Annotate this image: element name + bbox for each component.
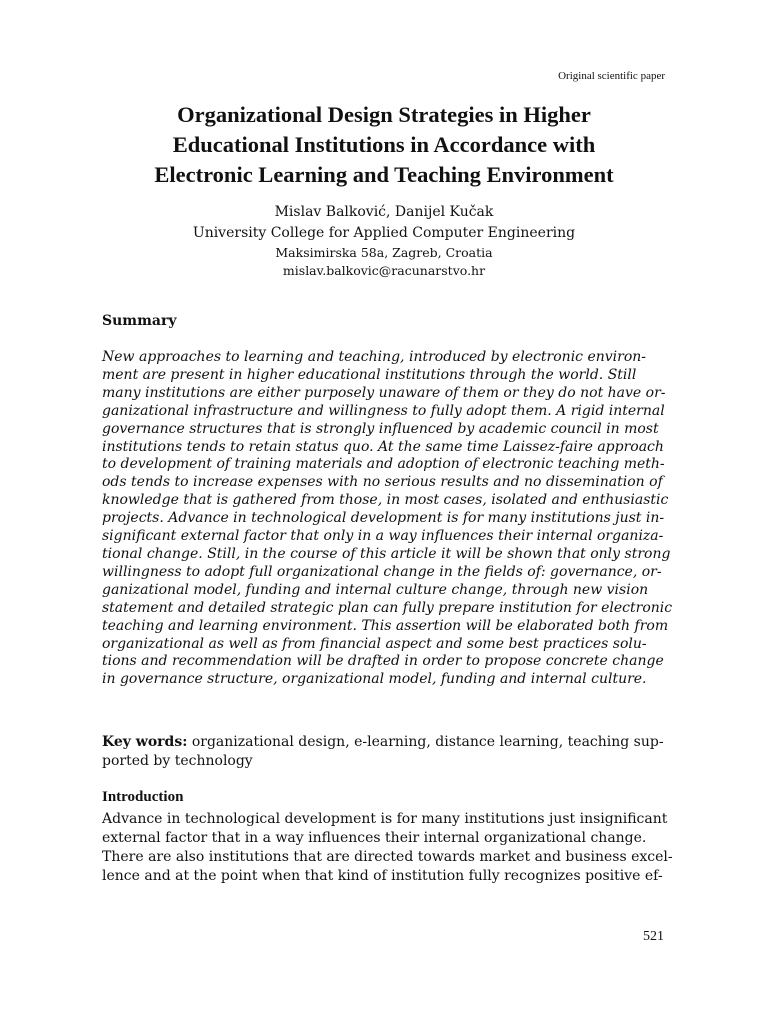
abstract-line: tions and recommendation will be drafted in order to propose concrete change	[102, 653, 664, 670]
keywords-values: organizational design, e-learning, distance learning, teaching sup-	[187, 734, 664, 750]
abstract-line: ods tends to increase expenses with no serious results and no dissemination of	[102, 474, 663, 491]
title-line: Educational Institutions in Accordance with	[172, 132, 596, 157]
abstract-line: ganizational infrastructure and willingness to fully adopt them. A rigid internal	[102, 402, 665, 419]
intro-line: lence and at the point when that kind of institution fully recognizes positive ef-	[102, 868, 663, 884]
abstract-line: tional change. Still, in the course of this article it will be shown that only strong	[102, 545, 671, 562]
abstract-line: in governance structure, organizational model, funding and internal culture.	[102, 671, 647, 688]
abstract-line: teaching and learning environment. This assertion will be elaborated both from	[102, 617, 669, 634]
intro-line: There are also institutions that are directed towards market and business excel-	[102, 849, 673, 865]
abstract-line: willingness to adopt full organizational change in the fields of: governance, or-	[102, 563, 662, 580]
title-line: Electronic Learning and Teaching Environment	[154, 162, 614, 187]
paper-title	[100, 100, 668, 190]
introduction-heading: Introduction	[102, 789, 184, 805]
abstract-line: statement and detailed strategic plan can fully prepare institution for electronic	[102, 599, 673, 616]
keywords-label: Key words:	[102, 734, 188, 750]
abstract-line: governance structures that is strongly influenced by academic council in most	[102, 420, 659, 437]
author-email: mislav.balkovic@racunarstvo.hr	[282, 263, 486, 278]
author-names: Mislav Balković, Danijel Kučak	[274, 204, 494, 220]
abstract-line: knowledge that is gathered from those, in most cases, isolated and enthusiastic	[102, 492, 669, 509]
paper-type-label: Original scientific paper	[558, 70, 665, 82]
author-block	[100, 202, 668, 280]
author-address: Maksimirska 58a, Zagreb, Croatia	[275, 245, 493, 260]
abstract-line: organizational as well as from financial aspect and some best practices solu-	[102, 635, 647, 652]
keywords-line: ported by technology	[102, 752, 253, 769]
abstract-line: institutions tends to retain status quo. At the same time Laissez-faire approach	[102, 438, 664, 455]
abstract-line: projects. Advance in technological development is for many institutions just in-	[102, 510, 665, 527]
keywords-line	[102, 733, 667, 752]
abstract-line: ganizational model, funding and internal culture change, through new vision	[102, 581, 649, 598]
keywords	[102, 733, 667, 770]
abstract-line: ment are present in higher educational institutions through the world. Still	[102, 366, 637, 383]
summary-heading: Summary	[102, 313, 177, 329]
abstract-line: many institutions are either purposely unaware of them or they do not have or-	[102, 384, 666, 401]
abstract-line: significant external factor that only in a way influences their internal organiza-	[102, 528, 664, 545]
page-number: 521	[643, 929, 664, 944]
author-affiliation: University College for Applied Computer Engineering	[192, 225, 576, 241]
abstract-text	[102, 349, 673, 689]
title-line: Organizational Design Strategies in Higher	[177, 102, 591, 127]
introduction-text	[102, 810, 673, 886]
intro-line: Advance in technological development is for many institutions just insignificant	[102, 811, 668, 827]
abstract-line: New approaches to learning and teaching, introduced by electronic environ-	[102, 349, 647, 365]
intro-line: external factor that in a way influences their internal organizational change.	[102, 830, 647, 846]
abstract-line: to development of training materials and adoption of electronic teaching meth-	[102, 456, 665, 473]
